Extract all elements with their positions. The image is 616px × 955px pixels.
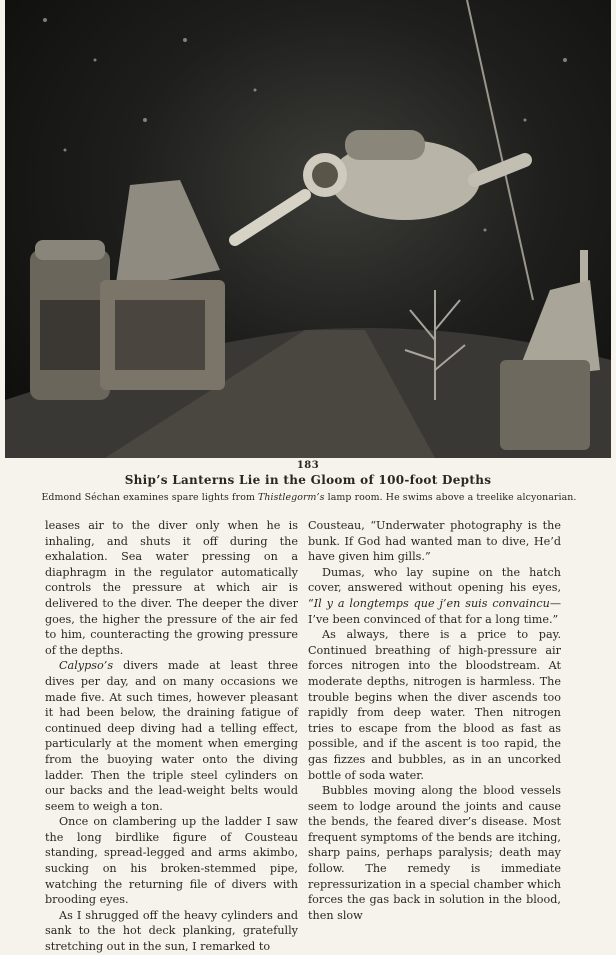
caption-title: Ship’s Lanterns Lie in the Gloom of 100-foot Depths xyxy=(124,473,492,487)
page-number: 183 xyxy=(296,460,320,471)
left-paragraph-3: Once on clambering up the ladder I saw the long birdlike figure of Cousteau standing, spread-legged and arms akimbo, sucking on his broken-stemmed pipe, watching the returning file of divers with brooding eyes. xyxy=(45,815,298,907)
caption-body xyxy=(14,492,604,503)
left-lantern xyxy=(30,240,110,400)
left-paragraph-2 xyxy=(45,658,298,814)
ship-name-calypso: Calypso’s xyxy=(59,659,114,673)
center-lantern xyxy=(100,180,225,390)
photo-illustration xyxy=(5,0,611,458)
diver xyxy=(235,130,525,240)
left-paragraph-4: As I shrugged off the heavy cylinders and sank to the hot deck planking, gratefully stretching out in the sun, I remarked to xyxy=(45,908,298,954)
underwater-photo xyxy=(5,0,611,458)
left-column xyxy=(45,518,298,955)
caption-text-post: lamp room. He swims above a treelike alcyonarian. xyxy=(324,492,577,503)
french-quote: Il y a longtemps que j’en suis convaincu xyxy=(313,596,550,610)
right-paragraph-1: Cousteau, “Underwater photography is the bunk. If God had wanted man to dive, He’d have given him gills.” xyxy=(308,519,561,564)
right-paragraph-4: Bubbles moving along the blood vessels seem to lodge around the joints and cause the bends, the feared diver’s disease. Most frequent symptoms of the bends are itching, sharp pains, perhaps paralysis; death may follow. The remedy is immediate repressurization in a special chamber which forces the gas back in solution in the blood, then slow xyxy=(308,784,561,922)
right-paragraph-2-pre: Dumas, who lay supine on the hatch cover, answered without opening his eyes, “ xyxy=(308,565,561,610)
right-column xyxy=(308,518,561,923)
right-paragraph-2 xyxy=(308,565,561,627)
right-paragraph-2-post: —I’ve been convinced of that for a long time.” xyxy=(308,596,561,626)
rope-line xyxy=(467,0,533,300)
right-paragraph-3: As always, there is a price to pay. Continued breathing of high-pressure air forces nitrogen into the bloodstream. At moderate depths, nitrogen is harmless. The trouble begins when the diver ascends too rapidly from deep water. Then nitrogen tries to escape from the blood as fast as possible, and if the ascent is too rapid, the gas fizzes and bubbles, as in an uncorked bottle of soda water. xyxy=(308,628,561,782)
caption-text-pre: Edmond Séchan examines spare lights from xyxy=(41,492,259,503)
caption-ship-name: Thistlegorm’s xyxy=(258,492,325,503)
left-paragraph-2-text: divers made at least three dives per day, and on many occasions we made five. At such times, however pleasant it had been below, the draining fatigue of continued deep diving had a telling effect, particularly at the moment when emerging from the buoying water onto the diving ladder. Then the triple steel cylinders on our backs and the lead-weight belts would seem to weigh a ton. xyxy=(45,659,298,813)
left-paragraph-1: leases air to the diver only when he is inhaling, and shuts it off during the exhalation. Sea water pressing on a diaphragm in the regulator automatically controls the pressure at which air is delivered to the diver. The deeper the diver goes, the higher the pressure of the air fed to him, counteracting the growing pressure of the depths. xyxy=(45,519,298,657)
